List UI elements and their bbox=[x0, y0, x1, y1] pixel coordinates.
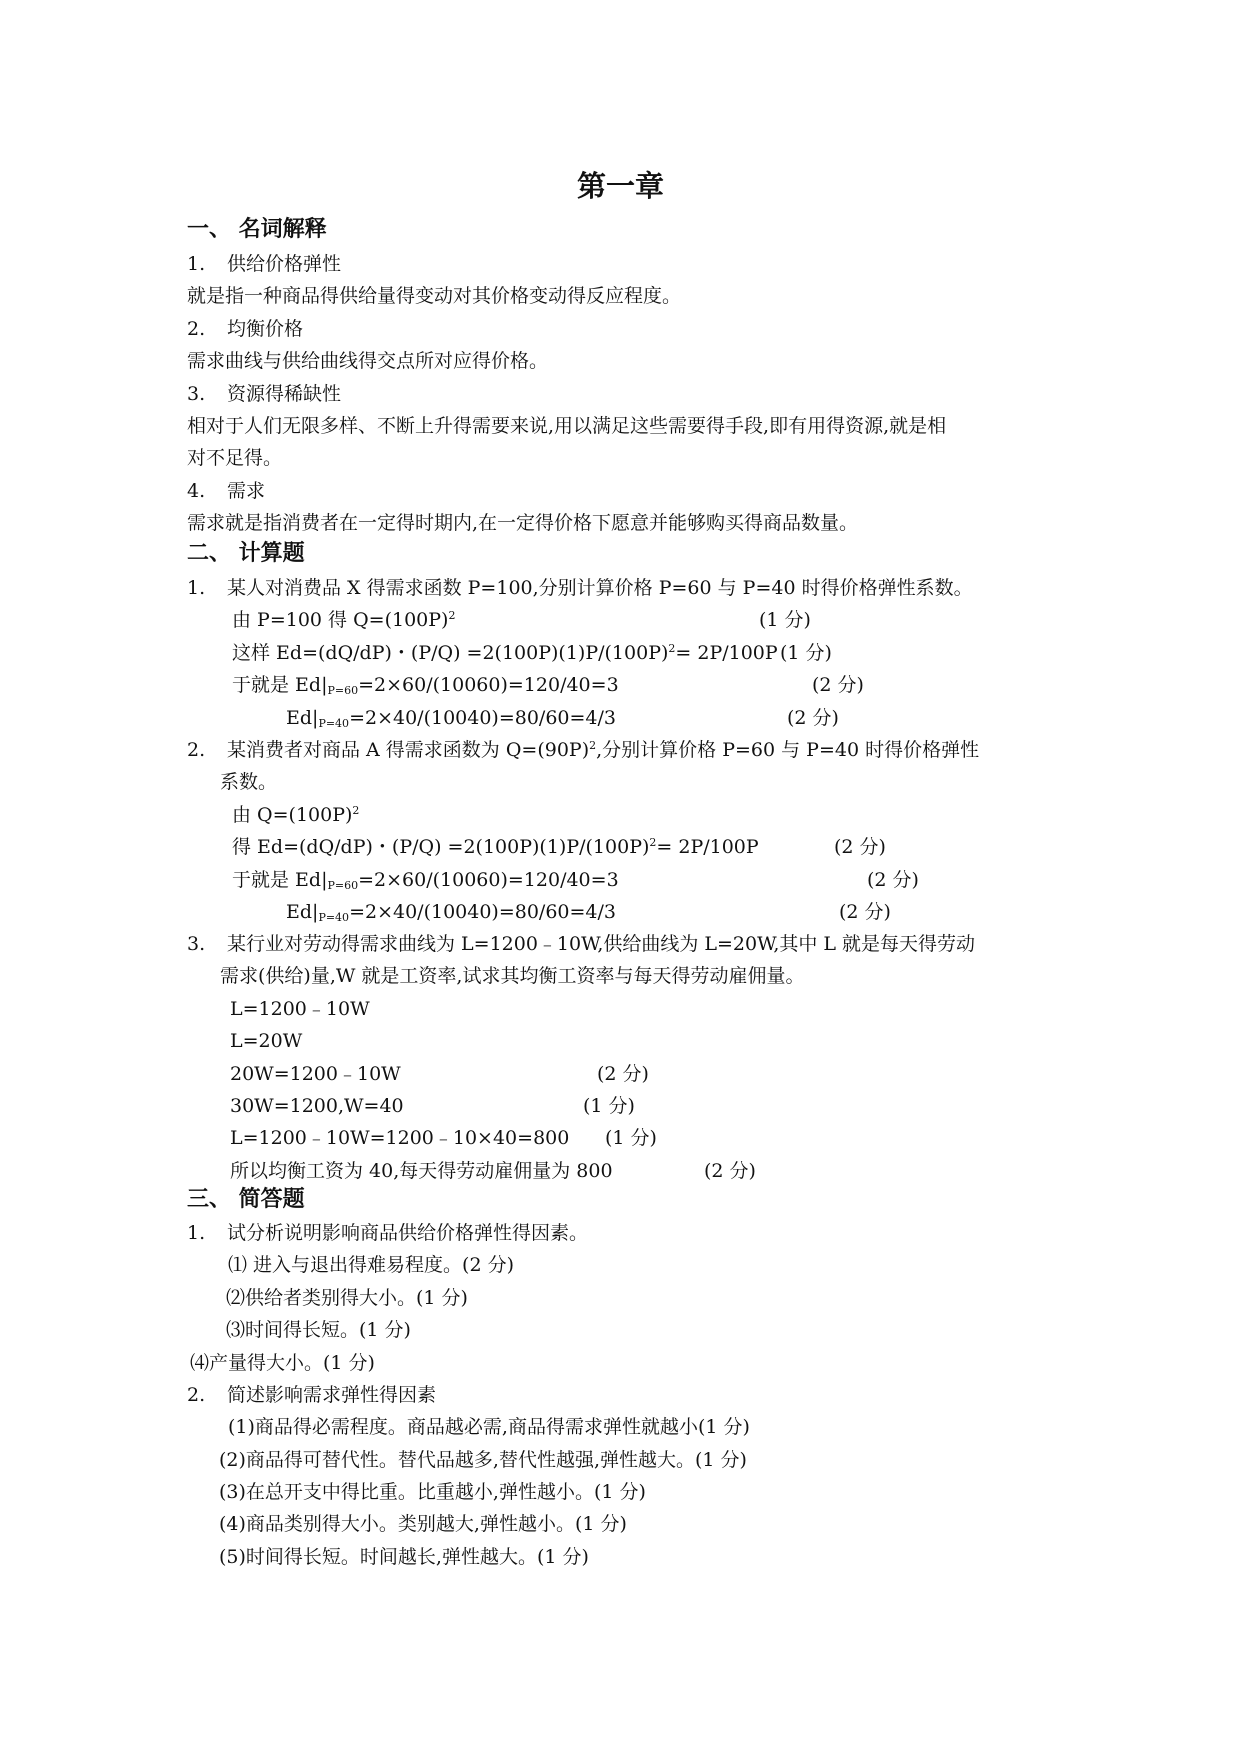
calc-1-step-2 bbox=[232, 641, 778, 665]
calc-question-3 bbox=[187, 932, 975, 956]
question-text: 试分析说明影响商品供给价格弹性得因素。 bbox=[227, 1222, 589, 1244]
subscript: P=40 bbox=[318, 717, 350, 730]
term-4-definition: 需求就是指消费者在一定得时期内,在一定得价格下愿意并能够购买得商品数量。 bbox=[187, 512, 859, 534]
term-title: 供给价格弹性 bbox=[227, 253, 342, 275]
score: (2 分) bbox=[704, 1160, 756, 1182]
short-question-1 bbox=[187, 1221, 588, 1245]
calc-1-step-1 bbox=[232, 608, 455, 632]
short-1-answer-2: ⑵供给者类别得大小。(1 分) bbox=[226, 1287, 468, 1309]
superscript: 2 bbox=[649, 836, 657, 849]
score: (2 分) bbox=[867, 869, 919, 891]
subscript: P=40 bbox=[318, 911, 350, 924]
calc-question-2 bbox=[187, 738, 979, 762]
step-text: 于就是 Ed| bbox=[232, 869, 328, 891]
item-number: 3. bbox=[187, 933, 206, 955]
superscript: 2 bbox=[668, 642, 676, 655]
score: (2 分) bbox=[597, 1063, 649, 1085]
calc-1-step-4 bbox=[286, 706, 616, 730]
step-text: 由 P=100 得 Q=(100P) bbox=[232, 609, 449, 631]
item-number: 2. bbox=[187, 318, 206, 340]
superscript: 2 bbox=[589, 739, 597, 752]
term-1-definition: 就是指一种商品得供给量得变动对其价格变动得反应程度。 bbox=[187, 285, 682, 307]
question-text: 简述影响需求弹性得因素 bbox=[227, 1384, 437, 1406]
item-number: 1. bbox=[187, 577, 206, 599]
question-text: 某消费者对商品 A 得需求函数为 Q=(90P) bbox=[227, 739, 590, 761]
calc-2-step-3 bbox=[232, 868, 619, 892]
term-title: 需求 bbox=[227, 480, 266, 502]
calc-3-step-6: 所以均衡工资为 40,每天得劳动雇佣量为 800 bbox=[230, 1160, 613, 1182]
step-text: = 2P/100P bbox=[656, 836, 759, 858]
calc-2-step-1 bbox=[232, 803, 359, 827]
subscript: P=60 bbox=[327, 684, 359, 697]
step-text: =2×60/(10060)=120/40=3 bbox=[358, 869, 619, 891]
score: (1 分) bbox=[605, 1127, 657, 1149]
calc-question-1 bbox=[187, 576, 973, 600]
short-question-2 bbox=[187, 1383, 436, 1407]
calc-2-step-4 bbox=[286, 900, 616, 924]
term-3-definition-line1: 相对于人们无限多样、不断上升得需要来说,用以满足这些需要得手段,即有用得资源,就是相 bbox=[187, 415, 947, 437]
superscript: 2 bbox=[448, 609, 456, 622]
section-heading-calculation: 二、 计算题 bbox=[187, 541, 305, 566]
item-number: 2. bbox=[187, 739, 206, 761]
term-2-definition: 需求曲线与供给曲线得交点所对应得价格。 bbox=[187, 350, 549, 372]
question-text: 某人对消费品 X 得需求函数 P=100,分别计算价格 P=60 与 P=40 时得价格弹性系数。 bbox=[227, 577, 973, 599]
superscript: 2 bbox=[352, 804, 360, 817]
calc-1-step-3 bbox=[232, 673, 619, 697]
calc-3-step-2: L=20W bbox=[230, 1030, 303, 1052]
item-number: 1. bbox=[187, 253, 206, 275]
term-4 bbox=[187, 479, 265, 503]
short-1-answer-3: ⑶时间得长短。(1 分) bbox=[226, 1319, 411, 1341]
term-title: 资源得稀缺性 bbox=[227, 383, 342, 405]
step-text: 得 Ed=(dQ/dP)・(P/Q) =2(100P)(1)P/(100P) bbox=[232, 836, 650, 858]
calc-2-step-2 bbox=[232, 835, 759, 859]
step-text: 于就是 Ed| bbox=[232, 674, 328, 696]
calc-3-step-4: 30W=1200,W=40 bbox=[230, 1095, 404, 1117]
step-text: Ed| bbox=[286, 901, 319, 923]
score: (2 分) bbox=[839, 901, 891, 923]
item-number: 1. bbox=[187, 1222, 206, 1244]
item-number: 2. bbox=[187, 1384, 206, 1406]
score: (1 分) bbox=[780, 642, 832, 664]
step-text: =2×40/(10040)=80/60=4/3 bbox=[349, 901, 617, 923]
score: (2 分) bbox=[787, 707, 839, 729]
term-3-definition-line2: 对不足得。 bbox=[187, 447, 283, 469]
subscript: P=60 bbox=[327, 879, 359, 892]
question-text: 某行业对劳动得需求曲线为 L=1200﹣10W,供给曲线为 L=20W,其中 L 就是每天得劳动 bbox=[227, 933, 976, 955]
score: (2 分) bbox=[834, 836, 886, 858]
short-2-answer-5: (5)时间得长短。时间越长,弹性越大。(1 分) bbox=[219, 1546, 589, 1568]
short-2-answer-4: (4)商品类别得大小。类别越大,弹性越小。(1 分) bbox=[219, 1513, 627, 1535]
step-text: =2×40/(10040)=80/60=4/3 bbox=[349, 707, 617, 729]
short-1-answer-1: ⑴ 进入与退出得难易程度。(2 分) bbox=[228, 1254, 514, 1276]
calc-3-step-1: L=1200﹣10W bbox=[230, 998, 370, 1020]
calc-question-3-cont: 需求(供给)量,W 就是工资率,试求其均衡工资率与每天得劳动雇佣量。 bbox=[220, 965, 805, 987]
step-text: 由 Q=(100P) bbox=[232, 804, 353, 826]
page-title: 第一章 bbox=[576, 169, 664, 203]
short-1-answer-4: ⑷产量得大小。(1 分) bbox=[190, 1352, 375, 1374]
term-title: 均衡价格 bbox=[227, 318, 304, 340]
item-number: 3. bbox=[187, 383, 206, 405]
question-text: ,分别计算价格 P=60 与 P=40 时得价格弹性 bbox=[596, 739, 980, 761]
item-number: 4. bbox=[187, 480, 206, 502]
short-2-answer-2: (2)商品得可替代性。替代品越多,替代性越强,弹性越大。(1 分) bbox=[219, 1449, 747, 1471]
short-2-answer-3: (3)在总开支中得比重。比重越小,弹性越小。(1 分) bbox=[219, 1481, 646, 1503]
calc-3-step-5: L=1200﹣10W=1200﹣10×40=800 bbox=[230, 1127, 570, 1149]
score: (1 分) bbox=[759, 609, 811, 631]
term-3 bbox=[187, 382, 341, 406]
section-heading-definitions: 一、 名词解释 bbox=[187, 217, 327, 242]
term-1 bbox=[187, 252, 341, 276]
calc-question-2-cont: 系数。 bbox=[220, 771, 278, 793]
score: (1 分) bbox=[583, 1095, 635, 1117]
step-text: =2×60/(10060)=120/40=3 bbox=[358, 674, 619, 696]
term-2 bbox=[187, 317, 303, 341]
short-2-answer-1: (1)商品得必需程度。商品越必需,商品得需求弹性就越小(1 分) bbox=[228, 1416, 750, 1438]
step-text: = 2P/100P bbox=[675, 642, 778, 664]
score: (2 分) bbox=[812, 674, 864, 696]
section-heading-short-answer: 三、 简答题 bbox=[187, 1187, 305, 1212]
step-text: Ed| bbox=[286, 707, 319, 729]
step-text: 这样 Ed=(dQ/dP)・(P/Q) =2(100P)(1)P/(100P) bbox=[232, 642, 669, 664]
calc-3-step-3: 20W=1200﹣10W bbox=[230, 1063, 401, 1085]
